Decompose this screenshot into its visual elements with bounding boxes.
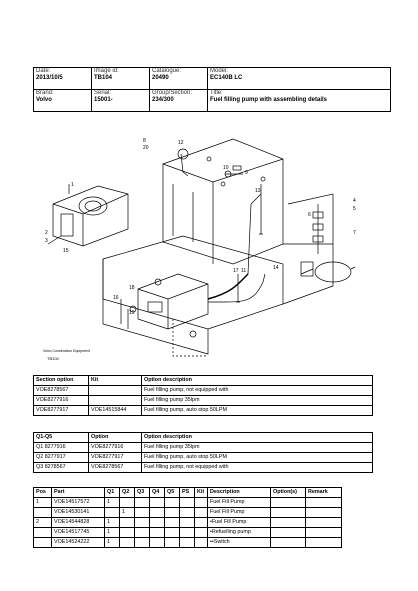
table-row: VOE14524222 1 ••Switch: [34, 538, 342, 548]
callout-17: 17: [233, 268, 239, 274]
option-description-header: Option description: [142, 376, 373, 386]
remark-header: Remark: [306, 488, 342, 498]
callout-19: 19: [129, 310, 135, 316]
callout-1: 1: [71, 182, 74, 188]
pos-header: Pos: [34, 488, 52, 498]
image-id-cell: Image id: TB104: [92, 68, 150, 90]
q4-header: Q4: [150, 488, 165, 498]
diagram-image-id: TB104: [47, 356, 59, 361]
table-row: VOE14530141 1 Fuel Fill Pump: [34, 508, 342, 518]
part-header: Part: [52, 488, 105, 498]
model-value: EC140B LC: [210, 75, 243, 81]
serial-cell: Serial: 15001-: [92, 90, 150, 112]
options-header: Option(s): [271, 488, 306, 498]
description-header: Description: [208, 488, 271, 498]
callout-7: 7: [353, 230, 356, 236]
brand-value: Volvo: [36, 97, 52, 103]
callout-4: 4: [353, 198, 356, 204]
catalogue-cell: Catalogue: 20490: [150, 68, 208, 90]
section-option-header: Section option: [34, 376, 89, 386]
title-cell: Title: Fuel filling pump with assembling details: [208, 90, 391, 112]
brand-cell: Brand: Volvo: [34, 90, 92, 112]
callout-10: 10: [223, 165, 229, 171]
callout-labels: [45, 138, 356, 316]
callout-20: 20: [143, 145, 149, 151]
machine-frame: [103, 139, 333, 356]
callout-9: 9: [245, 170, 248, 176]
table-row: 2 VOE14544828 1 •Fuel Fill Pump: [34, 518, 342, 528]
callout-2: 2: [45, 230, 48, 236]
callout-15: 15: [63, 248, 69, 254]
title-value: Fuel filling pump with assembling details: [210, 97, 328, 103]
parts-table: [33, 487, 342, 548]
group-cell: Group/Section: 234/300: [150, 90, 208, 112]
date-cell: Date: 2013/10/5: [34, 68, 92, 90]
q3-header: Q3: [135, 488, 150, 498]
callout-3: 3: [45, 238, 48, 244]
q-option-description-header: Option description: [142, 433, 373, 443]
small-parts: [225, 166, 263, 302]
date-value: 2013/10/5: [36, 75, 63, 81]
kit-header: Kit: [195, 488, 208, 498]
callout-18: 18: [129, 285, 135, 291]
section-option-table: [33, 375, 373, 416]
table-row: VOE8277916 Fuel filling pump 35lpm: [34, 396, 373, 406]
group-value: 234/300: [152, 97, 174, 103]
serial-value: 15001-: [94, 97, 113, 103]
table-row: VOE8278567 Fuel filling pump, not equipped with: [34, 386, 373, 396]
q-header: Q1-Q5: [34, 433, 89, 443]
catalogue-value: 20490: [152, 75, 169, 81]
diagram-caption: Volvo Construction Equipment: [43, 349, 90, 353]
hose-assembly: [178, 149, 265, 302]
image-id-value: TB104: [94, 75, 113, 81]
callout-6: 6: [308, 212, 311, 218]
q1-header: Q1: [105, 488, 120, 498]
fuel-pump-detail-left: [48, 184, 128, 246]
callout-14: 14: [273, 265, 279, 271]
callout-8: 8: [143, 138, 146, 144]
table-row: Q2 8277917 VOE8277917 Fuel filling pump, auto stop 50LPM: [34, 453, 373, 463]
ps-header: PS: [180, 488, 195, 498]
table-row: Q1 8277916 VOE8277916 Fuel filling pump 35lpm: [34, 443, 373, 453]
header-table: [33, 67, 391, 112]
table-row: 1 VOE14517572 1 Fuel Fill Pump: [34, 498, 342, 508]
callout-16: 16: [113, 295, 119, 301]
table-row: VOE8277917 VOE14515844 Fuel filling pump, auto stop 50LPM: [34, 406, 373, 416]
callout-5: 5: [353, 206, 356, 212]
option-header: Option: [89, 433, 142, 443]
fuel-tank: [121, 274, 208, 329]
exploded-parts-diagram: [33, 124, 385, 370]
callout-12: 12: [178, 140, 184, 146]
model-cell: Model: EC140B LC: [208, 68, 391, 90]
q2-header: Q2: [120, 488, 135, 498]
kit-header: Kit: [89, 376, 142, 386]
q-option-table: [33, 432, 373, 473]
q5-header: Q5: [165, 488, 180, 498]
table-row: Q3 8278567 VOE8278567 Fuel filling pump, not equipped with: [34, 463, 373, 473]
callout-13: 13: [255, 188, 261, 194]
callout-11: 11: [241, 268, 247, 274]
table-row: VOE14517745 1 •Refuelling pump: [34, 528, 342, 538]
